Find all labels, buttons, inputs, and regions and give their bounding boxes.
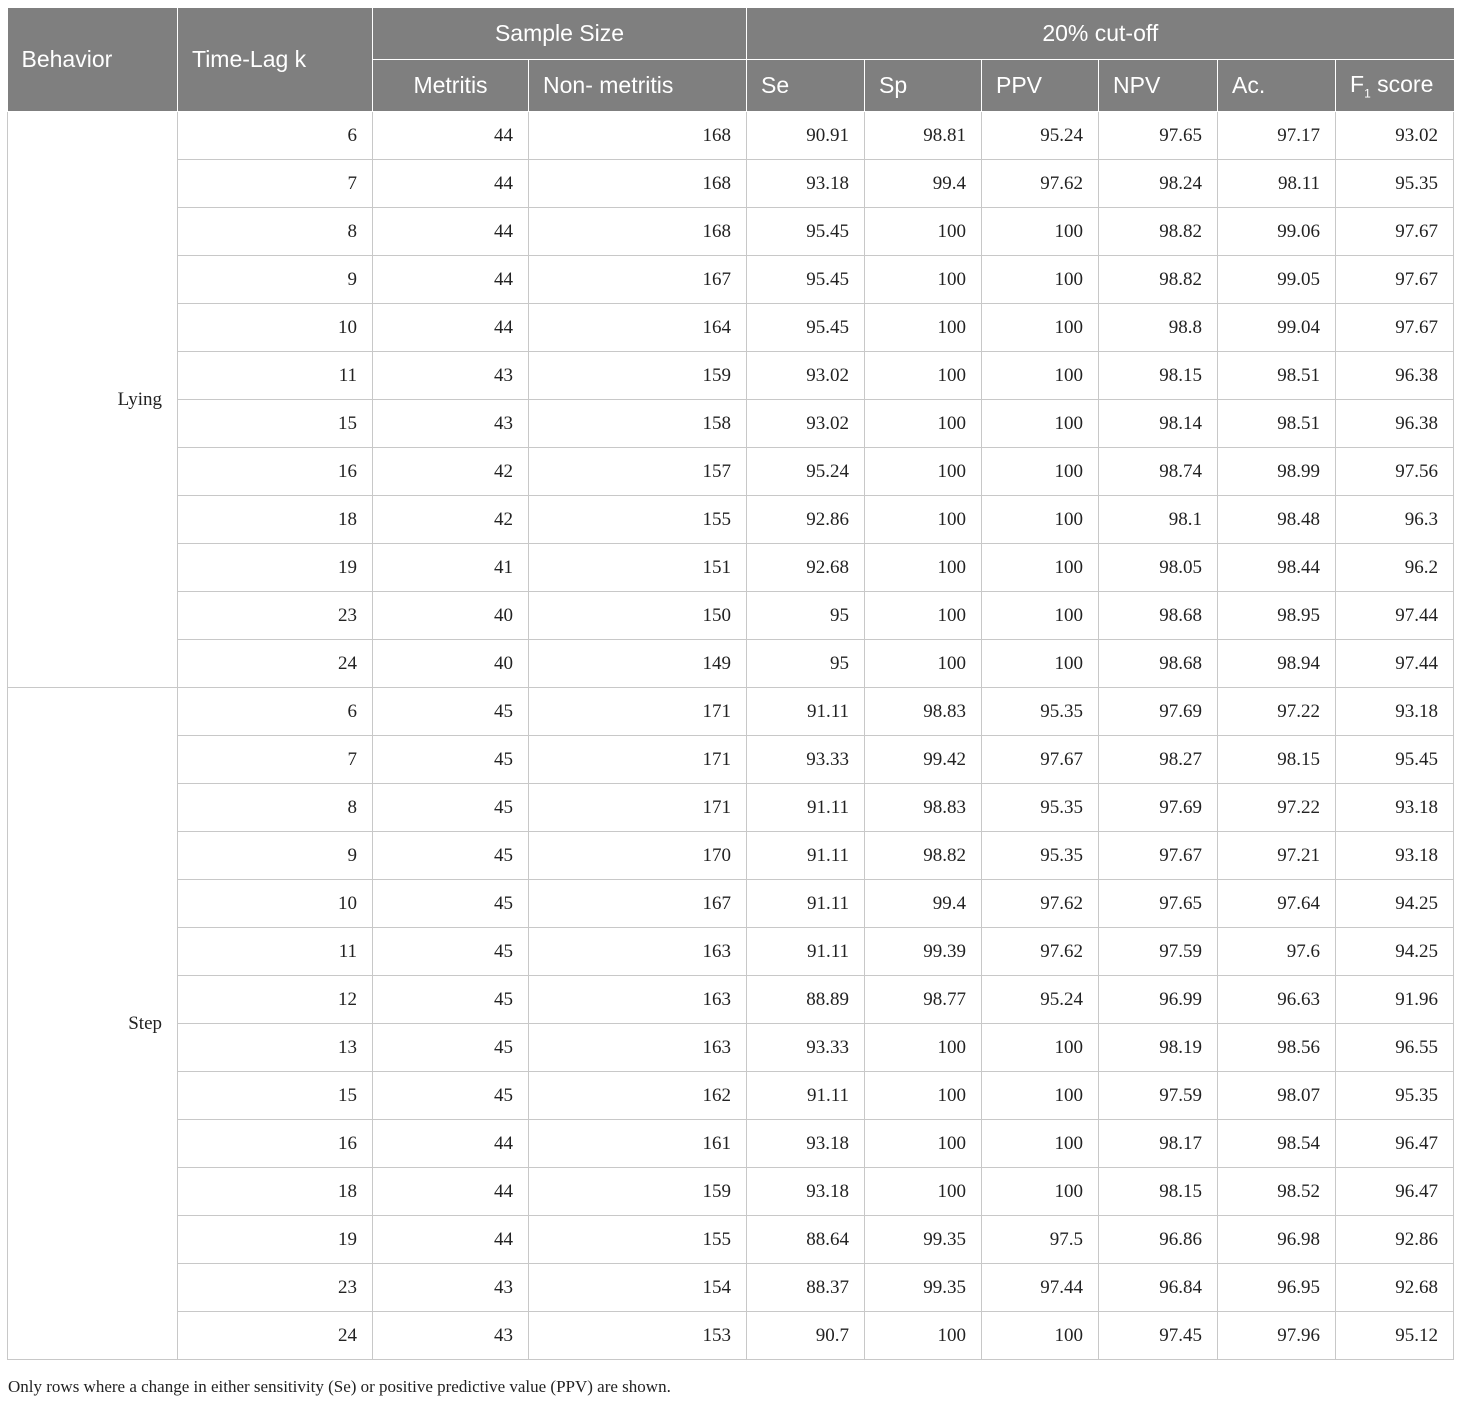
table-row bbox=[8, 688, 1454, 736]
npv-cell: 96.86 bbox=[1099, 1216, 1218, 1264]
npv-cell: 97.67 bbox=[1099, 832, 1218, 880]
table-row bbox=[8, 592, 1454, 640]
npv-cell: 97.45 bbox=[1099, 1312, 1218, 1360]
se-cell: 95 bbox=[747, 592, 865, 640]
ac-cell: 99.05 bbox=[1218, 256, 1336, 304]
header-sp: Sp bbox=[865, 60, 982, 112]
non-metritis-cell: 168 bbox=[529, 160, 747, 208]
metritis-cell: 44 bbox=[373, 160, 529, 208]
behavior-cell: Lying bbox=[8, 112, 178, 688]
f1-score-cell: 96.2 bbox=[1336, 544, 1454, 592]
sp-cell: 100 bbox=[865, 304, 982, 352]
non-metritis-cell: 157 bbox=[529, 448, 747, 496]
npv-cell: 98.24 bbox=[1099, 160, 1218, 208]
time-lag-cell: 18 bbox=[178, 496, 373, 544]
f1-score-cell: 95.35 bbox=[1336, 1072, 1454, 1120]
time-lag-cell: 19 bbox=[178, 1216, 373, 1264]
time-lag-cell: 10 bbox=[178, 880, 373, 928]
ppv-cell: 100 bbox=[982, 544, 1099, 592]
se-cell: 92.68 bbox=[747, 544, 865, 592]
ppv-cell: 100 bbox=[982, 352, 1099, 400]
f1-score-cell: 97.67 bbox=[1336, 208, 1454, 256]
ac-cell: 98.56 bbox=[1218, 1024, 1336, 1072]
f1-score-cell: 92.68 bbox=[1336, 1264, 1454, 1312]
time-lag-cell: 6 bbox=[178, 112, 373, 160]
time-lag-cell: 24 bbox=[178, 1312, 373, 1360]
non-metritis-cell: 171 bbox=[529, 784, 747, 832]
time-lag-cell: 15 bbox=[178, 1072, 373, 1120]
ppv-cell: 100 bbox=[982, 1072, 1099, 1120]
non-metritis-cell: 161 bbox=[529, 1120, 747, 1168]
non-metritis-cell: 155 bbox=[529, 1216, 747, 1264]
se-cell: 93.33 bbox=[747, 1024, 865, 1072]
se-cell: 88.37 bbox=[747, 1264, 865, 1312]
npv-cell: 98.82 bbox=[1099, 256, 1218, 304]
sp-cell: 100 bbox=[865, 592, 982, 640]
non-metritis-cell: 167 bbox=[529, 256, 747, 304]
se-cell: 90.7 bbox=[747, 1312, 865, 1360]
header-ac: Ac. bbox=[1218, 60, 1336, 112]
ppv-cell: 97.5 bbox=[982, 1216, 1099, 1264]
non-metritis-cell: 150 bbox=[529, 592, 747, 640]
metritis-cell: 44 bbox=[373, 208, 529, 256]
table-row bbox=[8, 1024, 1454, 1072]
f1-score-cell: 93.02 bbox=[1336, 112, 1454, 160]
non-metritis-cell: 163 bbox=[529, 976, 747, 1024]
time-lag-cell: 23 bbox=[178, 592, 373, 640]
f1-score-cell: 97.67 bbox=[1336, 304, 1454, 352]
ac-cell: 98.07 bbox=[1218, 1072, 1336, 1120]
f1-score-cell: 95.45 bbox=[1336, 736, 1454, 784]
ac-cell: 98.48 bbox=[1218, 496, 1336, 544]
ac-cell: 98.94 bbox=[1218, 640, 1336, 688]
table-row bbox=[8, 1168, 1454, 1216]
sp-cell: 100 bbox=[865, 208, 982, 256]
ppv-cell: 97.44 bbox=[982, 1264, 1099, 1312]
table-row bbox=[8, 1120, 1454, 1168]
header-behavior: Behavior bbox=[8, 8, 178, 112]
se-cell: 93.18 bbox=[747, 1120, 865, 1168]
time-lag-cell: 10 bbox=[178, 304, 373, 352]
ppv-cell: 100 bbox=[982, 640, 1099, 688]
se-cell: 95 bbox=[747, 640, 865, 688]
table-row bbox=[8, 928, 1454, 976]
time-lag-cell: 19 bbox=[178, 544, 373, 592]
time-lag-cell: 11 bbox=[178, 928, 373, 976]
ppv-cell: 97.67 bbox=[982, 736, 1099, 784]
ac-cell: 98.95 bbox=[1218, 592, 1336, 640]
header-npv: NPV bbox=[1099, 60, 1218, 112]
time-lag-cell: 9 bbox=[178, 256, 373, 304]
table-row bbox=[8, 784, 1454, 832]
npv-cell: 97.59 bbox=[1099, 928, 1218, 976]
sp-cell: 100 bbox=[865, 496, 982, 544]
metritis-cell: 44 bbox=[373, 304, 529, 352]
ppv-cell: 97.62 bbox=[982, 880, 1099, 928]
ac-cell: 98.51 bbox=[1218, 400, 1336, 448]
time-lag-cell: 15 bbox=[178, 400, 373, 448]
metritis-cell: 40 bbox=[373, 640, 529, 688]
ac-cell: 96.98 bbox=[1218, 1216, 1336, 1264]
ppv-cell: 100 bbox=[982, 208, 1099, 256]
f1-score-cell: 91.96 bbox=[1336, 976, 1454, 1024]
table-row bbox=[8, 448, 1454, 496]
ac-cell: 98.11 bbox=[1218, 160, 1336, 208]
f1-score-cell: 96.38 bbox=[1336, 400, 1454, 448]
table-row bbox=[8, 544, 1454, 592]
npv-cell: 98.15 bbox=[1099, 352, 1218, 400]
non-metritis-cell: 163 bbox=[529, 928, 747, 976]
table-row bbox=[8, 400, 1454, 448]
table-row bbox=[8, 1216, 1454, 1264]
ac-cell: 98.54 bbox=[1218, 1120, 1336, 1168]
se-cell: 91.11 bbox=[747, 1072, 865, 1120]
header-ppv: PPV bbox=[982, 60, 1099, 112]
npv-cell: 97.65 bbox=[1099, 880, 1218, 928]
npv-cell: 98.15 bbox=[1099, 1168, 1218, 1216]
npv-cell: 98.19 bbox=[1099, 1024, 1218, 1072]
ac-cell: 97.22 bbox=[1218, 688, 1336, 736]
ac-cell: 97.6 bbox=[1218, 928, 1336, 976]
non-metritis-cell: 154 bbox=[529, 1264, 747, 1312]
sp-cell: 99.42 bbox=[865, 736, 982, 784]
ac-cell: 98.44 bbox=[1218, 544, 1336, 592]
f1-score-cell: 93.18 bbox=[1336, 784, 1454, 832]
header-time-lag: Time-Lag k bbox=[178, 8, 373, 112]
metritis-cell: 45 bbox=[373, 688, 529, 736]
table-row bbox=[8, 880, 1454, 928]
metritis-cell: 45 bbox=[373, 736, 529, 784]
ppv-cell: 95.35 bbox=[982, 832, 1099, 880]
ppv-cell: 100 bbox=[982, 1120, 1099, 1168]
se-cell: 92.86 bbox=[747, 496, 865, 544]
ppv-cell: 97.62 bbox=[982, 928, 1099, 976]
f1-score-cell: 96.47 bbox=[1336, 1168, 1454, 1216]
f1-score-cell: 93.18 bbox=[1336, 688, 1454, 736]
f1-score-cell: 96.55 bbox=[1336, 1024, 1454, 1072]
sp-cell: 100 bbox=[865, 1120, 982, 1168]
time-lag-cell: 8 bbox=[178, 208, 373, 256]
npv-cell: 96.84 bbox=[1099, 1264, 1218, 1312]
f1-score-cell: 95.35 bbox=[1336, 160, 1454, 208]
ac-cell: 97.21 bbox=[1218, 832, 1336, 880]
f1-score-cell: 93.18 bbox=[1336, 832, 1454, 880]
sp-cell: 98.81 bbox=[865, 112, 982, 160]
npv-cell: 98.14 bbox=[1099, 400, 1218, 448]
f1-score-cell: 92.86 bbox=[1336, 1216, 1454, 1264]
metritis-cell: 44 bbox=[373, 1120, 529, 1168]
ac-cell: 97.64 bbox=[1218, 880, 1336, 928]
table-row bbox=[8, 832, 1454, 880]
se-cell: 88.89 bbox=[747, 976, 865, 1024]
se-cell: 91.11 bbox=[747, 688, 865, 736]
sp-cell: 100 bbox=[865, 352, 982, 400]
table-row bbox=[8, 304, 1454, 352]
table-header bbox=[8, 8, 1454, 112]
npv-cell: 97.69 bbox=[1099, 688, 1218, 736]
sp-cell: 100 bbox=[865, 1168, 982, 1216]
ac-cell: 97.22 bbox=[1218, 784, 1336, 832]
ppv-cell: 100 bbox=[982, 304, 1099, 352]
npv-cell: 98.1 bbox=[1099, 496, 1218, 544]
ac-cell: 97.17 bbox=[1218, 112, 1336, 160]
non-metritis-cell: 159 bbox=[529, 352, 747, 400]
npv-cell: 98.68 bbox=[1099, 592, 1218, 640]
metritis-cell: 45 bbox=[373, 784, 529, 832]
header-non-metritis: Non- metritis bbox=[529, 60, 747, 112]
f1-score-cell: 94.25 bbox=[1336, 928, 1454, 976]
non-metritis-cell: 155 bbox=[529, 496, 747, 544]
metritis-cell: 43 bbox=[373, 1264, 529, 1312]
ppv-cell: 95.24 bbox=[982, 112, 1099, 160]
ppv-cell: 95.35 bbox=[982, 784, 1099, 832]
ppv-cell: 100 bbox=[982, 592, 1099, 640]
f1-score-cell: 97.56 bbox=[1336, 448, 1454, 496]
npv-cell: 97.65 bbox=[1099, 112, 1218, 160]
metritis-cell: 40 bbox=[373, 592, 529, 640]
npv-cell: 98.8 bbox=[1099, 304, 1218, 352]
se-cell: 93.02 bbox=[747, 400, 865, 448]
npv-cell: 98.05 bbox=[1099, 544, 1218, 592]
sp-cell: 100 bbox=[865, 1312, 982, 1360]
time-lag-cell: 8 bbox=[178, 784, 373, 832]
ppv-cell: 100 bbox=[982, 1024, 1099, 1072]
table-row bbox=[8, 640, 1454, 688]
ppv-cell: 100 bbox=[982, 1168, 1099, 1216]
npv-cell: 98.68 bbox=[1099, 640, 1218, 688]
metritis-cell: 45 bbox=[373, 832, 529, 880]
non-metritis-cell: 168 bbox=[529, 208, 747, 256]
table-footnote: Only rows where a change in either sensitivity (Se) or positive predictive value (PPV) are shown. bbox=[8, 1377, 671, 1396]
sp-cell: 100 bbox=[865, 640, 982, 688]
non-metritis-cell: 149 bbox=[529, 640, 747, 688]
sp-cell: 99.35 bbox=[865, 1264, 982, 1312]
time-lag-cell: 6 bbox=[178, 688, 373, 736]
table-container bbox=[7, 8, 1453, 1360]
se-cell: 95.45 bbox=[747, 256, 865, 304]
se-cell: 88.64 bbox=[747, 1216, 865, 1264]
metritis-cell: 42 bbox=[373, 448, 529, 496]
metritis-cell: 42 bbox=[373, 496, 529, 544]
ac-cell: 96.95 bbox=[1218, 1264, 1336, 1312]
ac-cell: 98.15 bbox=[1218, 736, 1336, 784]
sp-cell: 98.82 bbox=[865, 832, 982, 880]
npv-cell: 98.17 bbox=[1099, 1120, 1218, 1168]
table-row bbox=[8, 736, 1454, 784]
time-lag-cell: 7 bbox=[178, 736, 373, 784]
time-lag-cell: 23 bbox=[178, 1264, 373, 1312]
header-cutoff: 20% cut-off bbox=[747, 8, 1454, 60]
ppv-cell: 100 bbox=[982, 400, 1099, 448]
sp-cell: 99.39 bbox=[865, 928, 982, 976]
ppv-cell: 100 bbox=[982, 1312, 1099, 1360]
ac-cell: 97.96 bbox=[1218, 1312, 1336, 1360]
se-cell: 93.33 bbox=[747, 736, 865, 784]
f1-score-cell: 97.44 bbox=[1336, 640, 1454, 688]
f1-score-cell: 97.44 bbox=[1336, 592, 1454, 640]
ppv-cell: 100 bbox=[982, 496, 1099, 544]
time-lag-cell: 7 bbox=[178, 160, 373, 208]
se-cell: 93.18 bbox=[747, 160, 865, 208]
header-metritis: Metritis bbox=[373, 60, 529, 112]
time-lag-cell: 18 bbox=[178, 1168, 373, 1216]
ac-cell: 96.63 bbox=[1218, 976, 1336, 1024]
sp-cell: 100 bbox=[865, 1072, 982, 1120]
metritis-cell: 45 bbox=[373, 880, 529, 928]
sp-cell: 100 bbox=[865, 400, 982, 448]
non-metritis-cell: 171 bbox=[529, 736, 747, 784]
table-row bbox=[8, 1072, 1454, 1120]
ppv-cell: 95.35 bbox=[982, 688, 1099, 736]
f1-score-cell: 94.25 bbox=[1336, 880, 1454, 928]
time-lag-cell: 16 bbox=[178, 448, 373, 496]
f1-score-cell: 96.3 bbox=[1336, 496, 1454, 544]
table-row bbox=[8, 160, 1454, 208]
se-cell: 91.11 bbox=[747, 880, 865, 928]
results-table bbox=[7, 8, 1454, 1360]
sp-cell: 98.77 bbox=[865, 976, 982, 1024]
non-metritis-cell: 153 bbox=[529, 1312, 747, 1360]
time-lag-cell: 13 bbox=[178, 1024, 373, 1072]
non-metritis-cell: 163 bbox=[529, 1024, 747, 1072]
table-row bbox=[8, 976, 1454, 1024]
table-row bbox=[8, 112, 1454, 160]
se-cell: 95.45 bbox=[747, 208, 865, 256]
metritis-cell: 44 bbox=[373, 112, 529, 160]
table-row bbox=[8, 496, 1454, 544]
se-cell: 91.11 bbox=[747, 832, 865, 880]
non-metritis-cell: 159 bbox=[529, 1168, 747, 1216]
table-row bbox=[8, 1264, 1454, 1312]
non-metritis-cell: 168 bbox=[529, 112, 747, 160]
metritis-cell: 44 bbox=[373, 1216, 529, 1264]
time-lag-cell: 11 bbox=[178, 352, 373, 400]
metritis-cell: 43 bbox=[373, 400, 529, 448]
table-row bbox=[8, 1312, 1454, 1360]
f1-score-cell: 96.38 bbox=[1336, 352, 1454, 400]
se-cell: 91.11 bbox=[747, 928, 865, 976]
npv-cell: 97.59 bbox=[1099, 1072, 1218, 1120]
se-cell: 93.18 bbox=[747, 1168, 865, 1216]
metritis-cell: 44 bbox=[373, 256, 529, 304]
header-se: Se bbox=[747, 60, 865, 112]
behavior-cell: Step bbox=[8, 688, 178, 1360]
ppv-cell: 100 bbox=[982, 448, 1099, 496]
time-lag-cell: 16 bbox=[178, 1120, 373, 1168]
ac-cell: 98.99 bbox=[1218, 448, 1336, 496]
table-body bbox=[8, 112, 1454, 1360]
npv-cell: 98.82 bbox=[1099, 208, 1218, 256]
table-row bbox=[8, 208, 1454, 256]
sp-cell: 99.35 bbox=[865, 1216, 982, 1264]
time-lag-cell: 12 bbox=[178, 976, 373, 1024]
npv-cell: 98.74 bbox=[1099, 448, 1218, 496]
non-metritis-cell: 170 bbox=[529, 832, 747, 880]
sp-cell: 98.83 bbox=[865, 784, 982, 832]
non-metritis-cell: 158 bbox=[529, 400, 747, 448]
sp-cell: 98.83 bbox=[865, 688, 982, 736]
non-metritis-cell: 171 bbox=[529, 688, 747, 736]
metritis-cell: 45 bbox=[373, 1072, 529, 1120]
se-cell: 90.91 bbox=[747, 112, 865, 160]
time-lag-cell: 9 bbox=[178, 832, 373, 880]
header-f1-score: $F_1$ score bbox=[1336, 60, 1454, 112]
sp-cell: 100 bbox=[865, 256, 982, 304]
npv-cell: 98.27 bbox=[1099, 736, 1218, 784]
f1-score-cell: 95.12 bbox=[1336, 1312, 1454, 1360]
metritis-cell: 45 bbox=[373, 976, 529, 1024]
metritis-cell: 43 bbox=[373, 1312, 529, 1360]
non-metritis-cell: 151 bbox=[529, 544, 747, 592]
table-row bbox=[8, 256, 1454, 304]
ppv-cell: 100 bbox=[982, 256, 1099, 304]
sp-cell: 100 bbox=[865, 448, 982, 496]
se-cell: 95.45 bbox=[747, 304, 865, 352]
metritis-cell: 44 bbox=[373, 1168, 529, 1216]
ppv-cell: 97.62 bbox=[982, 160, 1099, 208]
non-metritis-cell: 162 bbox=[529, 1072, 747, 1120]
se-cell: 91.11 bbox=[747, 784, 865, 832]
npv-cell: 96.99 bbox=[1099, 976, 1218, 1024]
ac-cell: 98.51 bbox=[1218, 352, 1336, 400]
metritis-cell: 45 bbox=[373, 928, 529, 976]
npv-cell: 97.69 bbox=[1099, 784, 1218, 832]
header-sample-size: Sample Size bbox=[373, 8, 747, 60]
sp-cell: 100 bbox=[865, 1024, 982, 1072]
sp-cell: 100 bbox=[865, 544, 982, 592]
metritis-cell: 41 bbox=[373, 544, 529, 592]
se-cell: 93.02 bbox=[747, 352, 865, 400]
non-metritis-cell: 167 bbox=[529, 880, 747, 928]
sp-cell: 99.4 bbox=[865, 880, 982, 928]
metritis-cell: 45 bbox=[373, 1024, 529, 1072]
ac-cell: 99.04 bbox=[1218, 304, 1336, 352]
ppv-cell: 95.24 bbox=[982, 976, 1099, 1024]
se-cell: 95.24 bbox=[747, 448, 865, 496]
metritis-cell: 43 bbox=[373, 352, 529, 400]
f1-score-cell: 97.67 bbox=[1336, 256, 1454, 304]
time-lag-cell: 24 bbox=[178, 640, 373, 688]
sp-cell: 99.4 bbox=[865, 160, 982, 208]
table-row bbox=[8, 352, 1454, 400]
ac-cell: 98.52 bbox=[1218, 1168, 1336, 1216]
f1-score-cell: 96.47 bbox=[1336, 1120, 1454, 1168]
ac-cell: 99.06 bbox=[1218, 208, 1336, 256]
non-metritis-cell: 164 bbox=[529, 304, 747, 352]
